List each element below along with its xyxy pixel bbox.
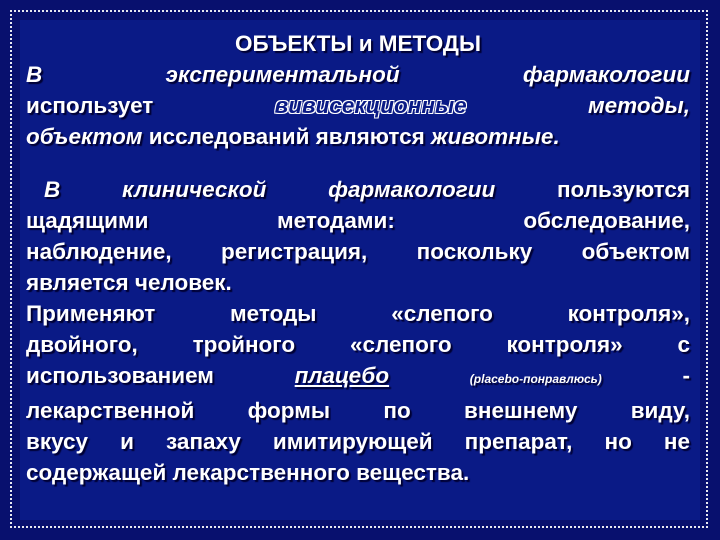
- slide-title: ОБЪЕКТЫ и МЕТОДЫ: [235, 31, 481, 56]
- para2-line4-b: человек.: [134, 270, 232, 295]
- slide-content: [26, 28, 690, 488]
- para1-word-1: В: [26, 62, 43, 87]
- para3-line4: лекарственной формы по внешнему виду,: [26, 398, 690, 423]
- para2-line1: [26, 174, 690, 205]
- para1-line3: [26, 121, 690, 152]
- para1-line1: [26, 59, 690, 90]
- para1-word-3: фармакологии: [522, 62, 690, 87]
- para2-line4: [26, 267, 690, 298]
- placebo-note: (placebo-понравлюсь): [469, 372, 602, 386]
- para3-line5: вкусу и запаху имитирующей препарат, но не: [26, 429, 690, 454]
- para1-line2: [26, 90, 690, 121]
- para2-line1-a: В клинической фармакологии: [44, 177, 496, 202]
- para2-line1-b: пользуются: [495, 177, 690, 202]
- para2-line4-a: является: [26, 270, 135, 295]
- para3-line2: двойного, тройного «слепого контроля» с: [26, 332, 690, 357]
- para3-line3: [26, 360, 690, 395]
- para1-line2-a: использует: [26, 93, 154, 118]
- para3-line3-a: использованием: [26, 363, 214, 388]
- placebo-word: плацебо: [294, 363, 390, 388]
- para1-line2-b: вивисекционные: [274, 93, 467, 118]
- para3-line6: содержащей лекарственного вещества.: [26, 460, 470, 485]
- para2-line2: щадящими методами: обследование,: [26, 208, 690, 233]
- para1-line2-c: методы,: [587, 93, 690, 118]
- para3-line1: Применяют методы «слепого контроля»,: [26, 301, 690, 326]
- para1-line3-c: животные.: [431, 124, 560, 149]
- para1-line3-a: объектом: [26, 124, 143, 149]
- para3-line3-dash: -: [682, 363, 690, 388]
- para1-line3-b: исследований являются: [142, 124, 432, 149]
- paragraph-gap: [26, 152, 690, 174]
- para1-word-2: экспериментальной: [165, 62, 400, 87]
- para2-line3: наблюдение, регистрация, поскольку объектом: [26, 239, 690, 264]
